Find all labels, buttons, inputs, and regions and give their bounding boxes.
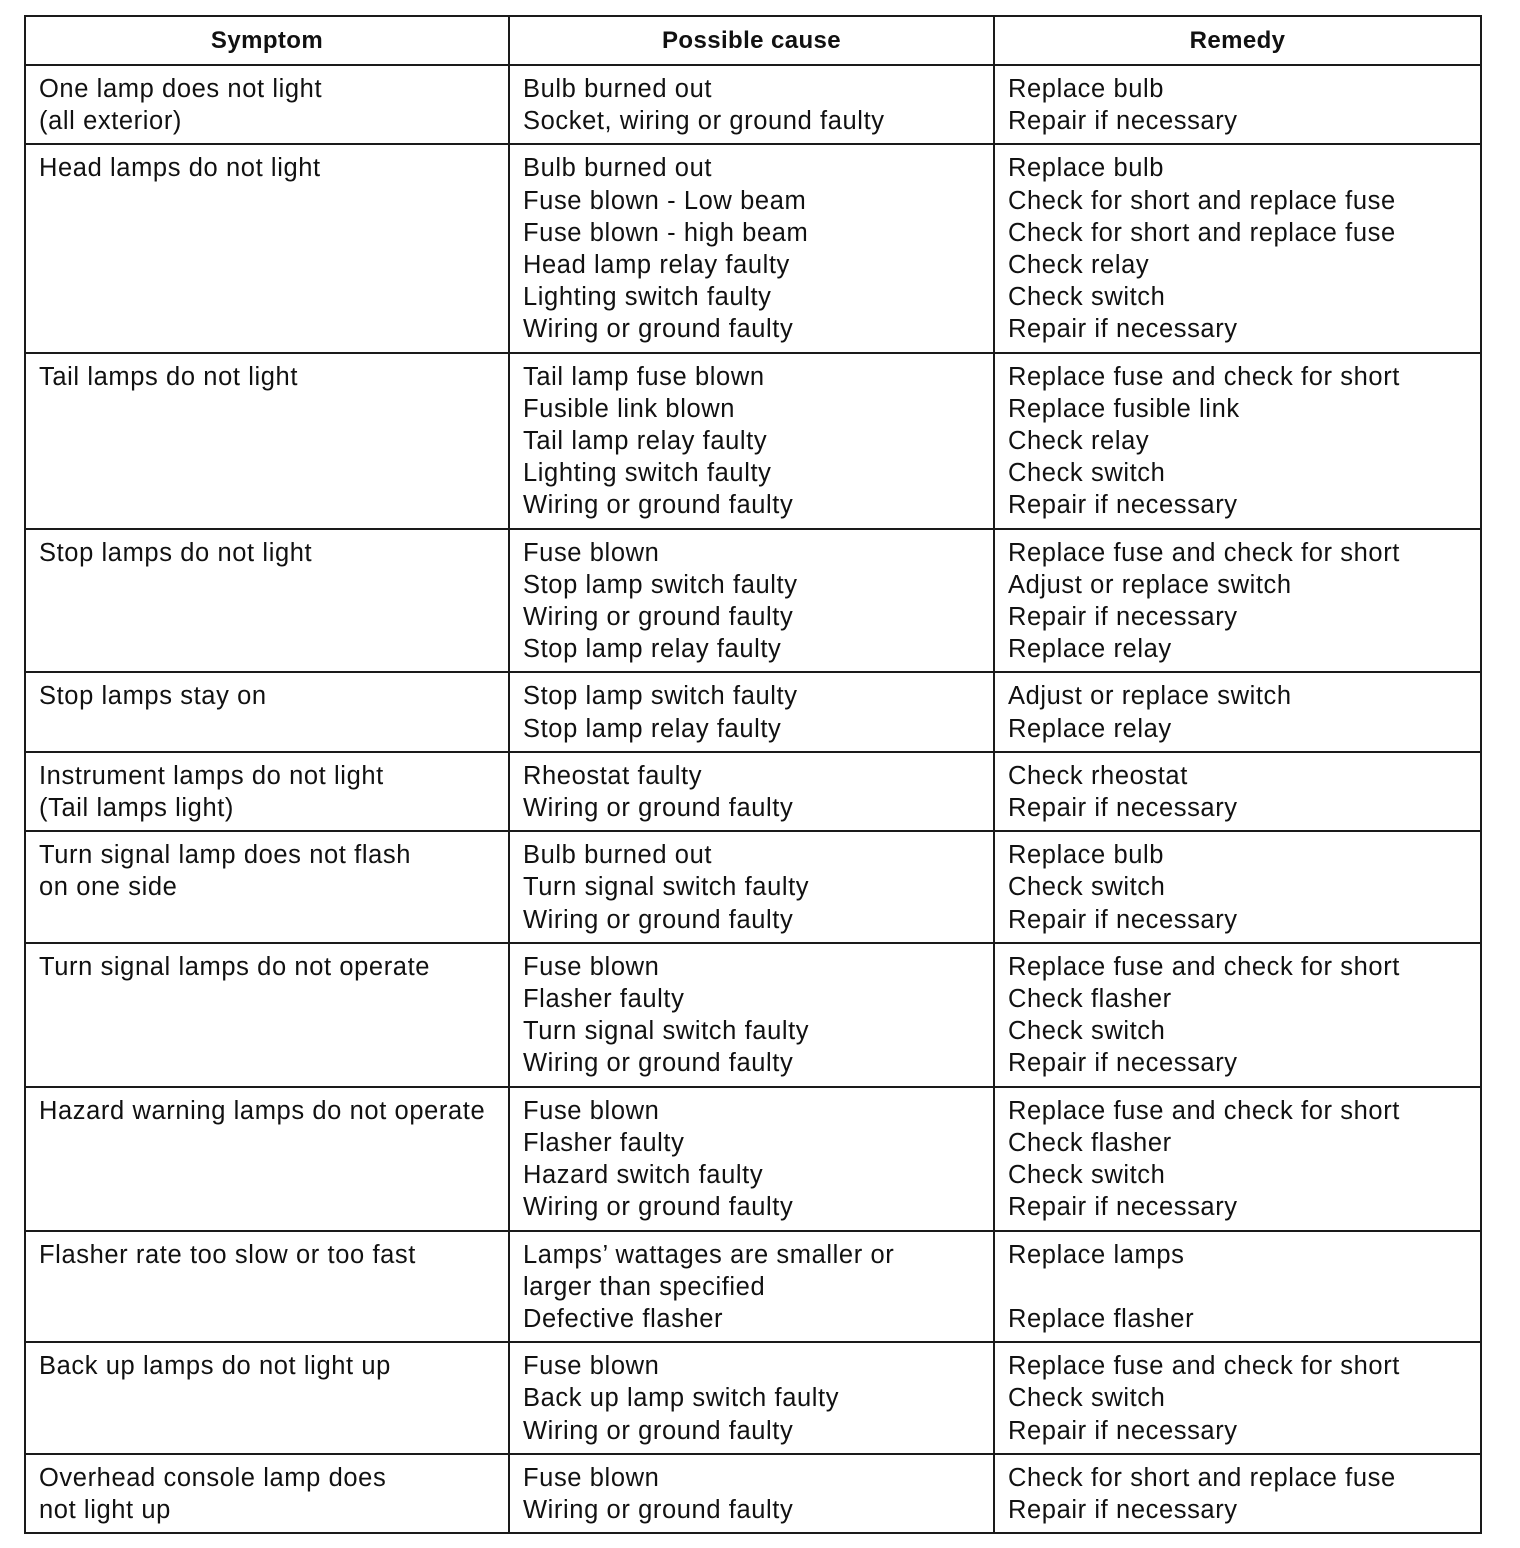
symptom-line: Back up lamps do not light up <box>39 1352 391 1381</box>
remedy-line: Replace lamps <box>1008 1240 1185 1269</box>
symptom-line: on one side <box>39 873 178 902</box>
table-row <box>25 1342 1481 1454</box>
table-row <box>25 672 1481 751</box>
cause-line: Hazard switch faulty <box>523 1161 764 1190</box>
remedy-line: Repair if necessary <box>1008 491 1238 520</box>
table-row <box>25 65 1481 144</box>
remedy-line: Check for short and replace fuse <box>1008 218 1396 247</box>
remedy-line <box>1008 1271 1467 1303</box>
remedy-line: Repair if necessary <box>1008 1049 1238 1078</box>
remedy-line: Check switch <box>1008 1017 1166 1046</box>
cause-cell <box>509 529 994 673</box>
cause-line: Wiring or ground faulty <box>523 905 794 934</box>
cause-line: Lighting switch faulty <box>523 283 772 312</box>
symptom-line: Flasher rate too slow or too fast <box>39 1240 416 1269</box>
cause-line: Wiring or ground faulty <box>523 794 794 823</box>
symptom-cell <box>25 529 509 673</box>
remedy-line: Replace relay <box>1008 635 1172 664</box>
cause-line: Stop lamp switch faulty <box>523 682 798 711</box>
cause-line: Defective flasher <box>523 1304 724 1333</box>
table-row <box>25 831 1481 943</box>
remedy-line: Check flasher <box>1008 1128 1172 1157</box>
cause-cell <box>509 65 994 144</box>
remedy-line: Check relay <box>1008 251 1150 280</box>
cause-line: larger than specified <box>523 1272 766 1301</box>
remedy-line: Replace flasher <box>1008 1304 1195 1333</box>
cause-line: Tail lamp relay faulty <box>523 427 768 456</box>
cause-line: Head lamp relay faulty <box>523 251 790 280</box>
remedy-cell <box>994 144 1481 352</box>
cause-cell <box>509 672 994 751</box>
cause-line: Fusible link blown <box>523 394 736 423</box>
symptom-line: Stop lamps stay on <box>39 682 267 711</box>
symptom-cell <box>25 672 509 751</box>
cause-line: Lighting switch faulty <box>523 459 772 488</box>
table-row <box>25 1087 1481 1231</box>
cause-line: Stop lamp relay faulty <box>523 635 782 664</box>
cause-line: Wiring or ground faulty <box>523 1193 794 1222</box>
remedy-line: Replace fuse and check for short <box>1008 1352 1400 1381</box>
symptom-cell <box>25 144 509 352</box>
cause-cell <box>509 1087 994 1231</box>
symptom-line: Head lamps do not light <box>39 154 321 183</box>
remedy-line: Replace fuse and check for short <box>1008 1096 1400 1125</box>
cause-line: Wiring or ground faulty <box>523 1049 794 1078</box>
cause-cell <box>509 752 994 831</box>
cause-line: Rheostat faulty <box>523 761 703 790</box>
remedy-line: Replace relay <box>1008 714 1172 743</box>
cause-line: Fuse blown <box>523 538 660 567</box>
cause-line: Back up lamp switch faulty <box>523 1384 840 1413</box>
cause-line: Fuse blown <box>523 1463 660 1492</box>
remedy-line: Repair if necessary <box>1008 794 1238 823</box>
table-row <box>25 752 1481 831</box>
remedy-line: Check switch <box>1008 873 1166 902</box>
cause-line: Fuse blown <box>523 1352 660 1381</box>
cause-line: Wiring or ground faulty <box>523 1495 794 1524</box>
cause-cell <box>509 1454 994 1533</box>
remedy-line: Check relay <box>1008 427 1150 456</box>
symptom-cell <box>25 1231 509 1343</box>
remedy-line: Check rheostat <box>1008 761 1188 790</box>
remedy-line: Repair if necessary <box>1008 1193 1238 1222</box>
table-row <box>25 1231 1481 1343</box>
table-row <box>25 353 1481 529</box>
remedy-line: Check switch <box>1008 1384 1166 1413</box>
symptom-line: (Tail lamps light) <box>39 794 235 823</box>
remedy-cell <box>994 943 1481 1087</box>
symptom-line: One lamp does not light <box>39 75 323 103</box>
remedy-line: Check switch <box>1008 283 1166 312</box>
symptom-line: Overhead console lamp does <box>39 1463 387 1492</box>
symptom-cell <box>25 831 509 943</box>
remedy-line: Repair if necessary <box>1008 315 1238 344</box>
cause-line: Fuse blown <box>523 1096 660 1125</box>
cause-line: Turn signal switch faulty <box>523 873 810 902</box>
cause-line: Wiring or ground faulty <box>523 315 794 344</box>
cause-cell <box>509 831 994 943</box>
cause-line: Fuse blown <box>523 952 660 981</box>
remedy-cell <box>994 1087 1481 1231</box>
symptom-line: not light up <box>39 1495 171 1524</box>
symptom-line: Turn signal lamps do not operate <box>39 952 431 981</box>
remedy-line: Check switch <box>1008 459 1166 488</box>
symptom-cell <box>25 1342 509 1454</box>
symptom-line: Stop lamps do not light <box>39 538 313 567</box>
header-row <box>25 16 1481 65</box>
cause-line: Flasher faulty <box>523 985 685 1014</box>
cause-line: Bulb burned out <box>523 841 713 870</box>
remedy-line: Check switch <box>1008 1161 1166 1190</box>
symptom-line: Tail lamps do not light <box>39 362 299 391</box>
remedy-cell <box>994 1231 1481 1343</box>
cause-line: Wiring or ground faulty <box>523 1416 794 1445</box>
remedy-line: Repair if necessary <box>1008 107 1238 136</box>
table-body <box>25 65 1481 1533</box>
remedy-line: Check for short and replace fuse <box>1008 1463 1396 1492</box>
remedy-line: Replace fusible link <box>1008 394 1240 423</box>
table-row <box>25 1454 1481 1533</box>
table-header <box>25 16 1481 65</box>
remedy-line: Repair if necessary <box>1008 905 1238 934</box>
remedy-line: Replace fuse and check for short <box>1008 538 1400 567</box>
remedy-cell <box>994 1342 1481 1454</box>
remedy-cell <box>994 65 1481 144</box>
symptom-cell <box>25 943 509 1087</box>
cause-line: Bulb burned out <box>523 75 713 103</box>
cause-line: Flasher faulty <box>523 1128 685 1157</box>
remedy-line: Replace bulb <box>1008 75 1165 103</box>
symptom-line: Turn signal lamp does not flash <box>39 841 412 870</box>
remedy-cell <box>994 752 1481 831</box>
symptom-cell <box>25 353 509 529</box>
symptom-cell <box>25 65 509 144</box>
remedy-line: Replace fuse and check for short <box>1008 362 1400 391</box>
cause-line: Tail lamp fuse blown <box>523 362 765 391</box>
cause-cell <box>509 144 994 352</box>
remedy-cell <box>994 831 1481 943</box>
remedy-cell <box>994 1454 1481 1533</box>
cause-cell <box>509 353 994 529</box>
cause-line: Wiring or ground faulty <box>523 603 794 632</box>
table-row <box>25 943 1481 1087</box>
cause-line: Fuse blown - high beam <box>523 218 809 247</box>
remedy-cell <box>994 672 1481 751</box>
remedy-cell <box>994 353 1481 529</box>
cause-line: Lamps’ wattages are smaller or <box>523 1240 895 1269</box>
table-row <box>25 144 1481 352</box>
troubleshooting-table <box>24 15 1482 1534</box>
header-remedy: Remedy <box>994 16 1481 65</box>
remedy-line: Adjust or replace switch <box>1008 570 1292 599</box>
cause-line: Stop lamp switch faulty <box>523 570 798 599</box>
cause-line: Wiring or ground faulty <box>523 491 794 520</box>
header-symptom: Symptom <box>25 16 509 65</box>
remedy-line: Repair if necessary <box>1008 603 1238 632</box>
header-possible-cause: Possible cause <box>509 16 994 65</box>
symptom-cell <box>25 1454 509 1533</box>
remedy-line: Adjust or replace switch <box>1008 682 1292 711</box>
cause-line: Fuse blown - Low beam <box>523 186 807 215</box>
cause-cell <box>509 1342 994 1454</box>
table-row <box>25 529 1481 673</box>
symptom-line: Instrument lamps do not light <box>39 761 384 790</box>
cause-line: Socket, wiring or ground faulty <box>523 107 885 136</box>
remedy-cell <box>994 529 1481 673</box>
cause-line: Bulb burned out <box>523 154 713 183</box>
remedy-line: Check flasher <box>1008 985 1172 1014</box>
remedy-line: Replace fuse and check for short <box>1008 952 1400 981</box>
cause-cell <box>509 943 994 1087</box>
symptom-line: (all exterior) <box>39 107 183 136</box>
symptom-cell <box>25 752 509 831</box>
symptom-line: Hazard warning lamps do not operate <box>39 1096 486 1125</box>
remedy-line: Repair if necessary <box>1008 1495 1238 1524</box>
cause-line: Turn signal switch faulty <box>523 1017 810 1046</box>
cause-line: Stop lamp relay faulty <box>523 714 782 743</box>
remedy-line: Repair if necessary <box>1008 1416 1238 1445</box>
symptom-cell <box>25 1087 509 1231</box>
remedy-line: Replace bulb <box>1008 154 1165 183</box>
remedy-line: Replace bulb <box>1008 841 1165 870</box>
remedy-line: Check for short and replace fuse <box>1008 186 1396 215</box>
cause-cell <box>509 1231 994 1343</box>
